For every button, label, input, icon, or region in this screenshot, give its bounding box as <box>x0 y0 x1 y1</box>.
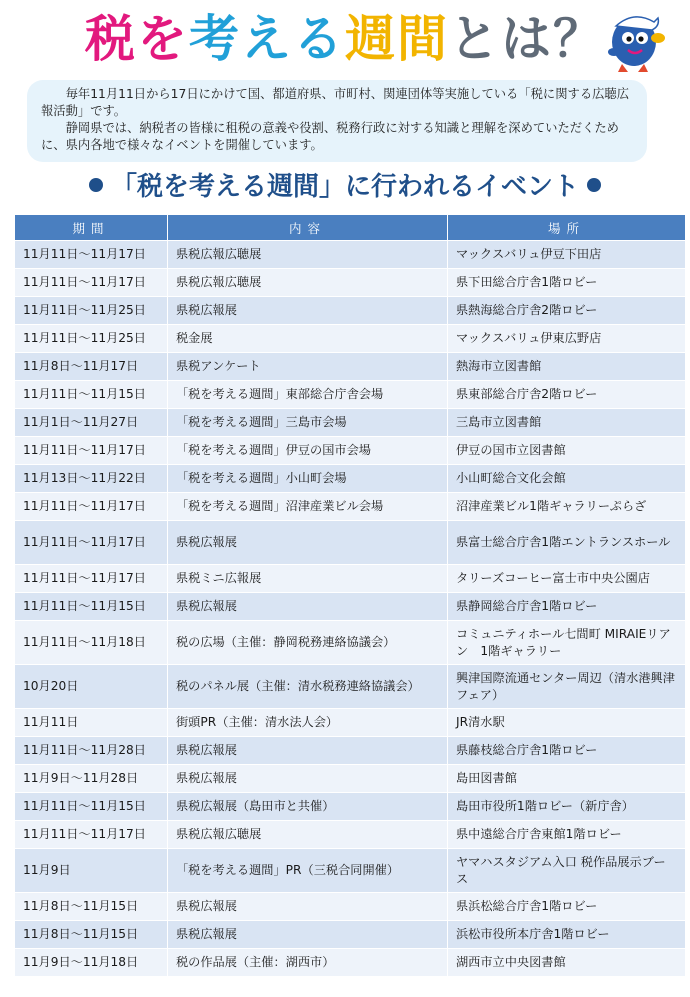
cell-content: 「税を考える週間」三島市会場 <box>168 409 448 437</box>
cell-content: 県税ミニ広報展 <box>168 565 448 593</box>
bullet-dot-icon <box>89 178 103 192</box>
cell-period: 11月11日～11月17日 <box>15 821 168 849</box>
cell-place: 県藤枝総合庁舎1階ロビー <box>448 737 686 765</box>
table-row <box>15 821 686 849</box>
cell-place: 浜松市役所本庁舎1階ロビー <box>448 921 686 949</box>
cell-content: 税金展 <box>168 325 448 353</box>
cell-place: マックスバリュ伊東広野店 <box>448 325 686 353</box>
cell-content: 「税を考える週間」東部総合庁舎会場 <box>168 381 448 409</box>
header-content: 内容 <box>168 215 448 241</box>
cell-period: 11月11日～11月28日 <box>15 737 168 765</box>
table-row <box>15 593 686 621</box>
table-row <box>15 621 686 665</box>
cell-content: 税の作品展（主催：湖西市） <box>168 949 448 977</box>
cell-period: 11月9日～11月28日 <box>15 765 168 793</box>
cell-content: 県税広報展 <box>168 297 448 325</box>
cell-period: 11月11日～11月17日 <box>15 493 168 521</box>
cell-content: 県税広報展（島田市と共催） <box>168 793 448 821</box>
cell-place: 県東部総合庁舎2階ロビー <box>448 381 686 409</box>
cell-period: 11月8日～11月15日 <box>15 921 168 949</box>
page-title <box>0 6 690 72</box>
cell-period: 11月13日～11月22日 <box>15 465 168 493</box>
table-row <box>15 381 686 409</box>
table-row <box>15 521 686 565</box>
cell-content: 県税広報展 <box>168 921 448 949</box>
events-table <box>14 214 686 977</box>
cell-content: 「税を考える週間」PR（三税合同開催） <box>168 849 448 893</box>
cell-place: 県中遠総合庁舎東館1階ロビー <box>448 821 686 849</box>
intro-box <box>27 80 647 162</box>
table-row <box>15 893 686 921</box>
cell-place: 県熱海総合庁舎2階ロビー <box>448 297 686 325</box>
cell-period: 11月11日～11月17日 <box>15 269 168 297</box>
cell-period: 11月1日～11月27日 <box>15 409 168 437</box>
cell-period: 11月11日～11月17日 <box>15 241 168 269</box>
cell-content: 「税を考える週間」沼津産業ビル会場 <box>168 493 448 521</box>
cell-place: 県富士総合庁舎1階エントランスホール <box>448 521 686 565</box>
header-place: 場所 <box>448 215 686 241</box>
table-row <box>15 765 686 793</box>
cell-content: 県税広報展 <box>168 521 448 565</box>
cell-place: 小山町総合文化会館 <box>448 465 686 493</box>
cell-place: 県浜松総合庁舎1階ロビー <box>448 893 686 921</box>
section-heading-text: 「税を考える週間」に行われるイベント <box>110 172 579 202</box>
cell-place: コミュニティホール七間町 MIRAIEリアン 1階ギャラリー <box>448 621 686 665</box>
cell-content: 県税広報展 <box>168 593 448 621</box>
cell-content: 税の広場（主催：静岡税務連絡協議会） <box>168 621 448 665</box>
table-row <box>15 709 686 737</box>
table-row <box>15 793 686 821</box>
cell-period: 11月11日～11月15日 <box>15 793 168 821</box>
cell-content: 県税広報展 <box>168 893 448 921</box>
cell-period: 11月11日 <box>15 709 168 737</box>
title-part-2: を <box>137 10 189 68</box>
table-row <box>15 921 686 949</box>
header-period: 期間 <box>15 215 168 241</box>
cell-period: 11月11日～11月17日 <box>15 437 168 465</box>
cell-period: 11月8日～11月15日 <box>15 893 168 921</box>
cell-content: 街頭PR（主催：清水法人会） <box>168 709 448 737</box>
cell-place: 島田市役所1階ロビー（新庁舎） <box>448 793 686 821</box>
cell-period: 11月8日～11月17日 <box>15 353 168 381</box>
title-part-1: 税 <box>85 10 137 68</box>
mascot-icon <box>604 8 674 74</box>
cell-period: 11月11日～11月17日 <box>15 565 168 593</box>
title-part-3: 考 <box>189 10 241 68</box>
cell-content: 県税広報広聴展 <box>168 821 448 849</box>
intro-paragraph-2: 静岡県では、納税者の皆様に租税の意義や役割、税務行政に対する知識と理解を深めていただくために、県内各地で様々なイベントを開催しています。 <box>41 121 619 152</box>
table-row <box>15 241 686 269</box>
cell-period: 11月9日～11月18日 <box>15 949 168 977</box>
table-row <box>15 269 686 297</box>
cell-content: 県税アンケート <box>168 353 448 381</box>
table-row <box>15 737 686 765</box>
title-part-6: とは？ <box>449 10 605 68</box>
table-row <box>15 325 686 353</box>
cell-content: 「税を考える週間」小山町会場 <box>168 465 448 493</box>
title-part-4: える <box>241 10 345 68</box>
table-row <box>15 493 686 521</box>
cell-period: 11月11日～11月15日 <box>15 593 168 621</box>
cell-content: 県税広報展 <box>168 737 448 765</box>
table-row <box>15 297 686 325</box>
cell-place: 県静岡総合庁舎1階ロビー <box>448 593 686 621</box>
table-row <box>15 437 686 465</box>
cell-period: 11月11日～11月17日 <box>15 521 168 565</box>
cell-period: 11月11日～11月25日 <box>15 325 168 353</box>
cell-place: 湖西市立中央図書館 <box>448 949 686 977</box>
cell-place: 島田図書館 <box>448 765 686 793</box>
cell-content: 県税広報広聴展 <box>168 269 448 297</box>
cell-place: JR清水駅 <box>448 709 686 737</box>
cell-content: 県税広報広聴展 <box>168 241 448 269</box>
cell-place: 興津国際流通センター周辺（清水港興津フェア） <box>448 665 686 709</box>
table-row <box>15 409 686 437</box>
intro-paragraph-1: 毎年11月11日から17日にかけて国、都道府県、市町村、関連団体等実施している「税に関する広聴広報活動」です。 <box>41 87 630 118</box>
cell-place: 伊豆の国市立図書館 <box>448 437 686 465</box>
cell-place: マックスバリュ伊豆下田店 <box>448 241 686 269</box>
cell-period: 11月11日～11月25日 <box>15 297 168 325</box>
table-row <box>15 949 686 977</box>
cell-period: 11月11日～11月18日 <box>15 621 168 665</box>
table-row <box>15 665 686 709</box>
table-row <box>15 565 686 593</box>
bullet-dot-icon <box>587 178 601 192</box>
cell-place: 熱海市立図書館 <box>448 353 686 381</box>
cell-place: 三島市立図書館 <box>448 409 686 437</box>
cell-place: 県下田総合庁舎1階ロビー <box>448 269 686 297</box>
cell-period: 11月11日～11月15日 <box>15 381 168 409</box>
cell-period: 11月9日 <box>15 849 168 893</box>
cell-period: 10月20日 <box>15 665 168 709</box>
table-row <box>15 849 686 893</box>
table-header-row <box>15 215 686 241</box>
cell-content: 税のパネル展（主催：清水税務連絡協議会） <box>168 665 448 709</box>
cell-place: 沼津産業ビル1階ギャラリーぷらざ <box>448 493 686 521</box>
cell-place: ヤマハスタジアム入口 税作品展示ブース <box>448 849 686 893</box>
section-heading <box>0 167 690 207</box>
cell-content: 「税を考える週間」伊豆の国市会場 <box>168 437 448 465</box>
title-part-5: 週間 <box>345 10 449 68</box>
cell-content: 県税広報展 <box>168 765 448 793</box>
table-row <box>15 353 686 381</box>
table-row <box>15 465 686 493</box>
cell-place: タリーズコーヒー富士市中央公園店 <box>448 565 686 593</box>
